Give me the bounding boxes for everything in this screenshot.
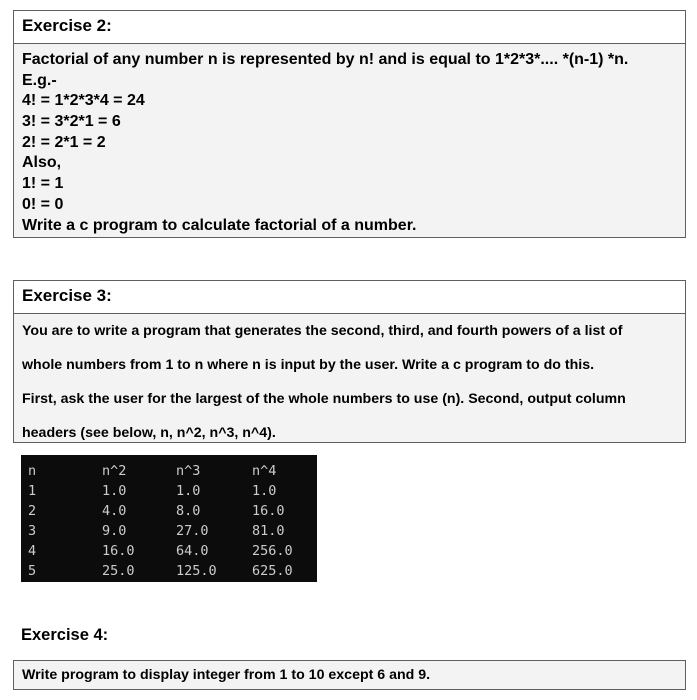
table-cell: 25.0	[102, 563, 135, 579]
table-header-row	[21, 461, 317, 481]
exercise-2-line: Write a c program to calculate factorial of a number.	[22, 216, 417, 234]
column-header: n^3	[176, 463, 201, 479]
exercise-2-line: 3! = 3*2*1 = 6	[22, 113, 121, 131]
exercise-4-title: Exercise 4:	[21, 626, 109, 644]
table-cell: 16.0	[252, 503, 285, 519]
table-cell: 1.0	[176, 483, 201, 499]
table-row	[21, 541, 317, 561]
table-row	[21, 501, 317, 521]
table-cell: 4	[28, 543, 37, 559]
exercise-2-line: 1! = 1	[22, 175, 64, 193]
column-header: n^4	[252, 463, 277, 479]
exercise-2-line: 2! = 2*1 = 2	[22, 133, 106, 151]
table-row	[21, 561, 317, 581]
table-cell: 1.0	[252, 483, 277, 499]
table-cell: 2	[28, 503, 37, 519]
exercise-2-line: Also,	[22, 154, 62, 172]
console-output-table	[21, 455, 317, 582]
exercise-3-body	[14, 314, 685, 450]
table-cell: 16.0	[102, 543, 135, 559]
table-cell: 5	[28, 563, 37, 579]
table-cell: 3	[28, 523, 37, 539]
exercise-2-body	[14, 44, 685, 236]
table-cell: 8.0	[176, 503, 201, 519]
table-cell: 64.0	[176, 543, 209, 559]
exercise-3-line: headers (see below, n, n^2, n^3, n^4).	[22, 425, 276, 441]
table-cell: 625.0	[252, 563, 293, 579]
table-cell: 1	[28, 483, 37, 499]
exercise-2-title: Exercise 2:	[14, 11, 685, 44]
table-cell: 1.0	[102, 483, 127, 499]
exercise-4-text: Write program to display integer from 1 to 10 except 6 and 9.	[22, 667, 431, 683]
exercise-3-line: whole numbers from 1 to n where n is input by the user. Write a c program to do this.	[22, 357, 595, 373]
table-cell: 4.0	[102, 503, 127, 519]
table-cell: 81.0	[252, 523, 285, 539]
exercise-3-line: You are to write a program that generates the second, third, and fourth powers of a list of	[22, 323, 623, 339]
exercise-2-line: 0! = 0	[22, 195, 64, 213]
column-header: n^2	[102, 463, 127, 479]
exercise-3-box	[13, 280, 686, 443]
table-row	[21, 481, 317, 501]
table-cell: 27.0	[176, 523, 209, 539]
table-cell: 125.0	[176, 563, 217, 579]
exercise-3-line: First, ask the user for the largest of the whole numbers to use (n). Second, output column	[22, 391, 626, 407]
exercise-2-line: E.g.-	[22, 71, 57, 89]
table-cell: 256.0	[252, 543, 293, 559]
exercise-2-line: 4! = 1*2*3*4 = 24	[22, 92, 145, 110]
exercise-2-box	[13, 10, 686, 238]
exercise-4-box	[13, 660, 686, 690]
exercise-2-line: Factorial of any number n is represented by n! and is equal to 1*2*3*.... *(n-1) *n.	[22, 51, 629, 68]
exercise-3-title: Exercise 3:	[14, 281, 685, 314]
column-header: n	[28, 463, 37, 479]
table-cell: 9.0	[102, 523, 127, 539]
table-row	[21, 521, 317, 541]
